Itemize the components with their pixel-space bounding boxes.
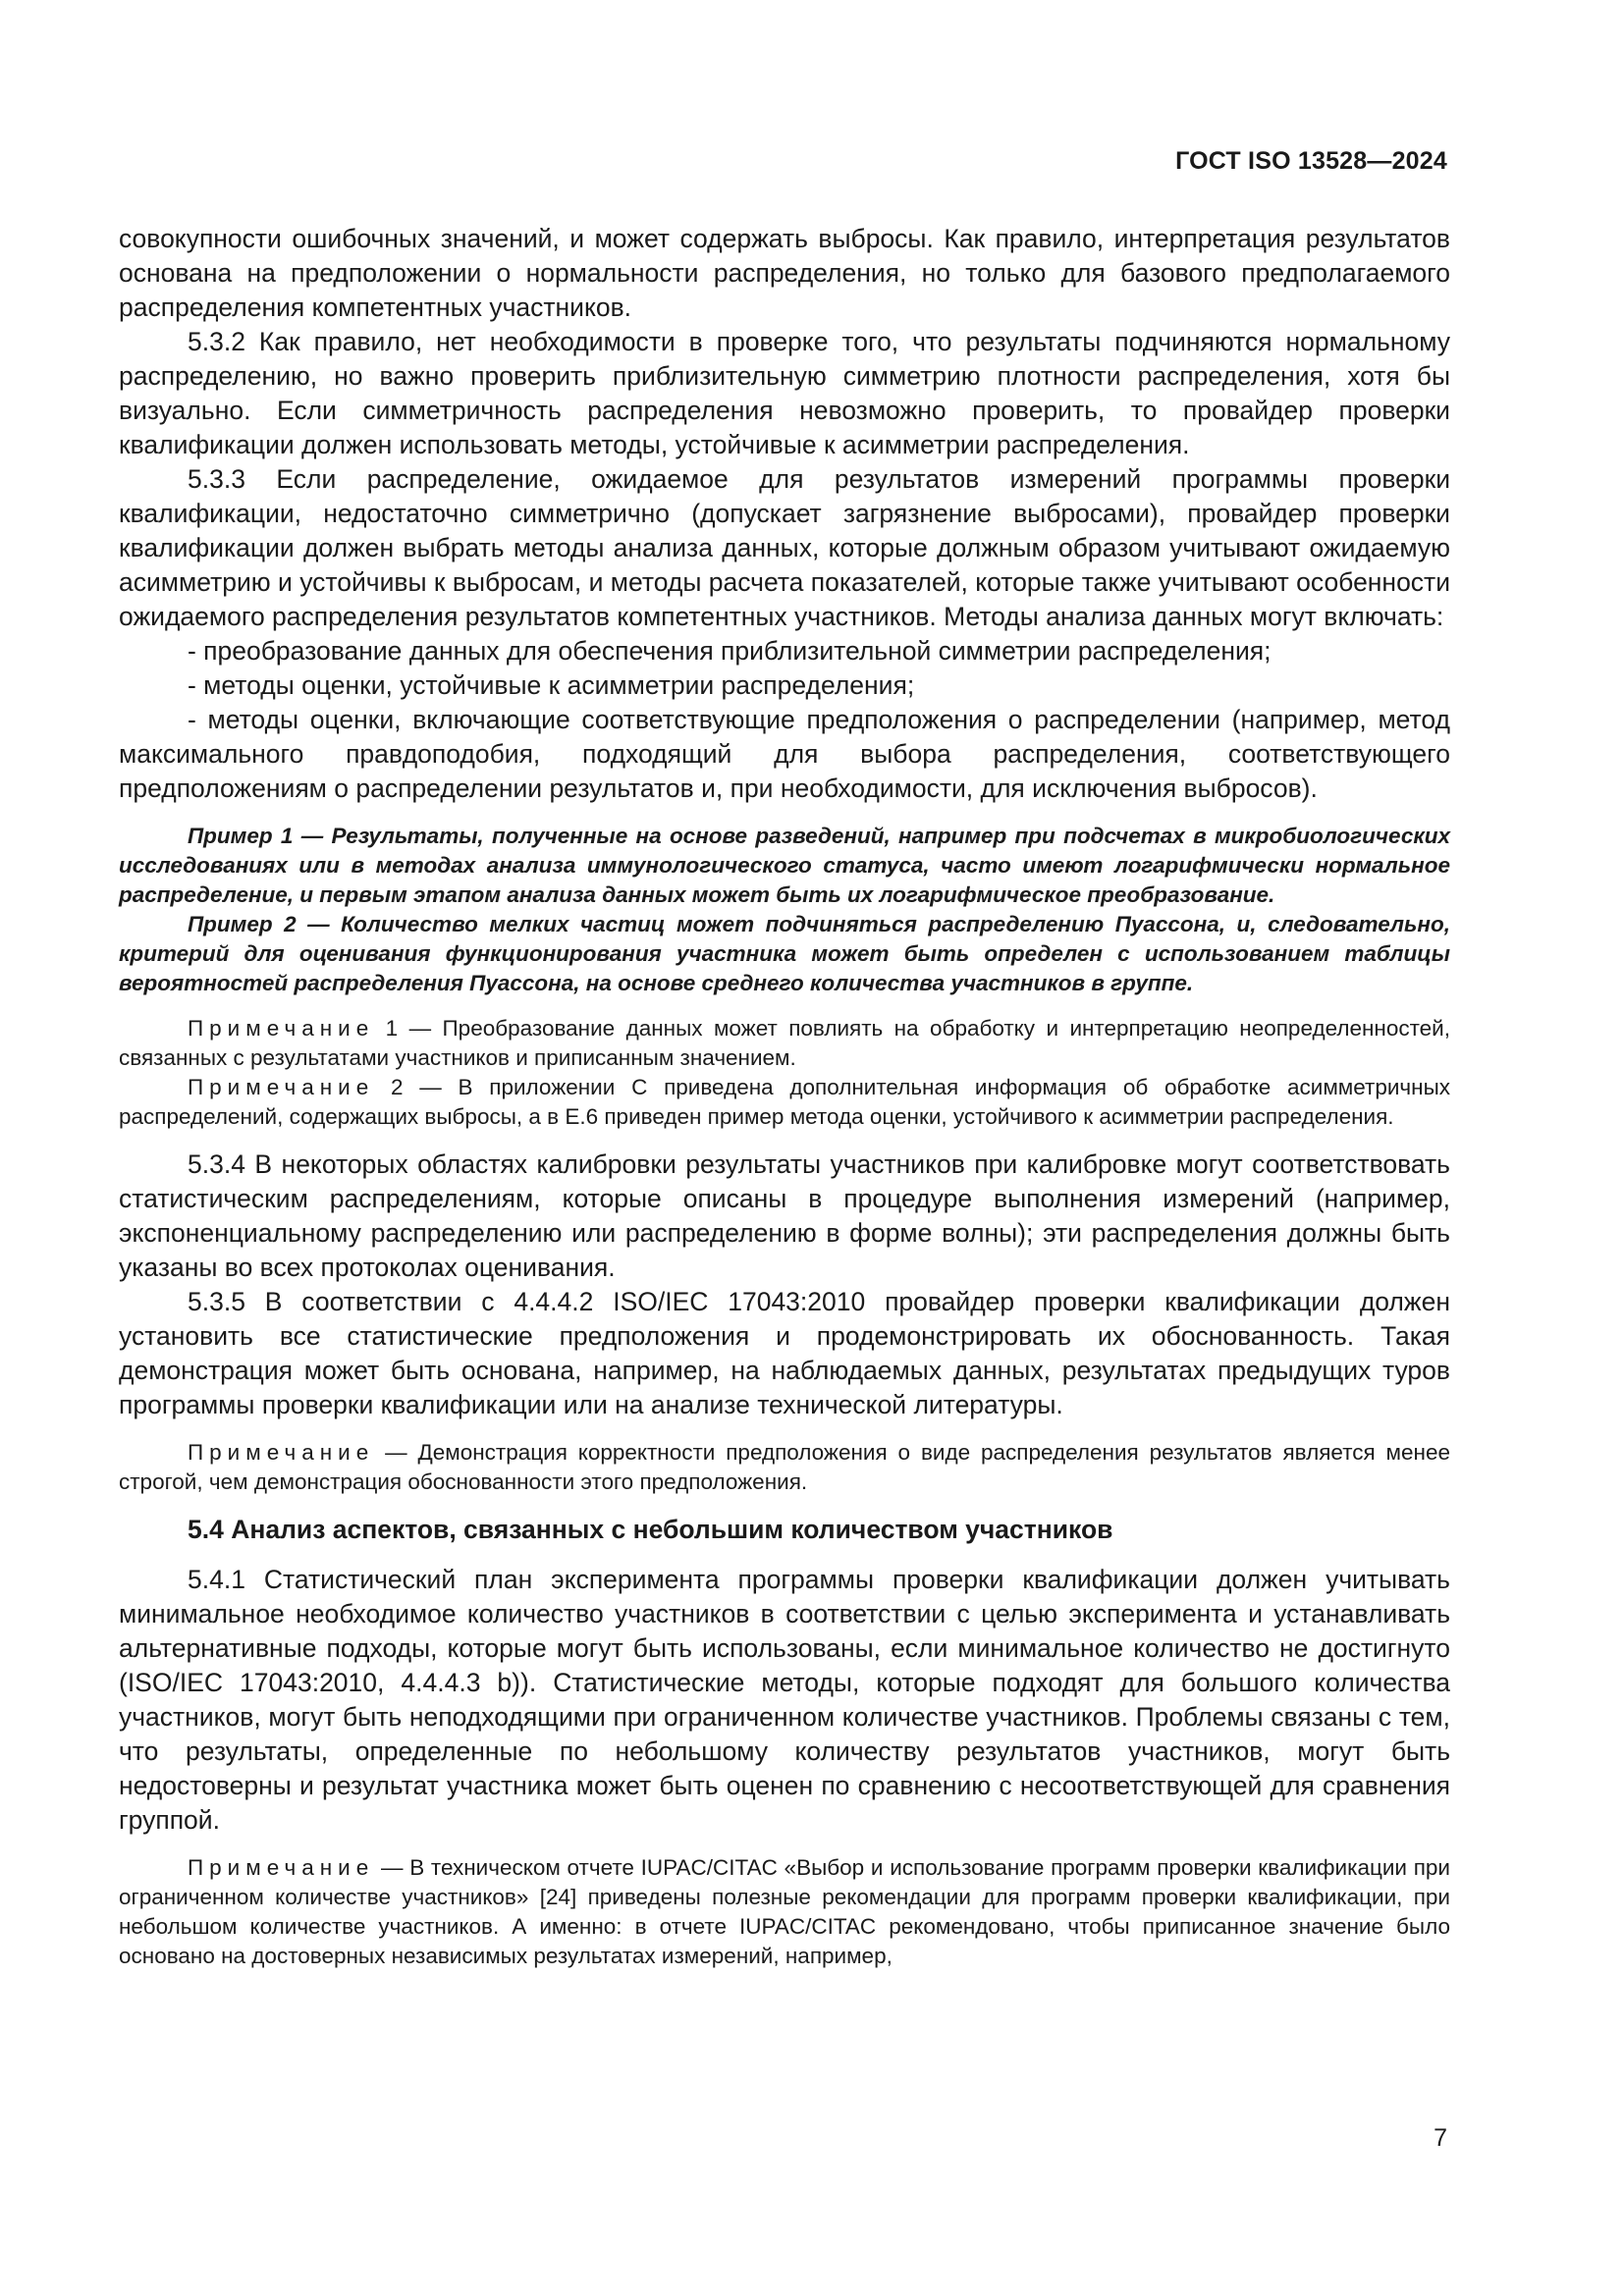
- paragraph-continuation: совокупности ошибочных значений, и может содержать выбросы. Как правило, интерпретация результатов основана на предположении о нормальности распределения, но только для базового предполагаемого распределения компетентных участников.: [119, 224, 1450, 322]
- note-3: [119, 1438, 1450, 1497]
- document-header: ГОСТ ISO 13528—2024: [1175, 147, 1447, 175]
- paragraph-5-3-2: 5.3.2 Как правило, нет необходимости в проверке того, что результаты подчиняются нормальному распределению, но важно проверить приблизительную симметрию плотности распределения, хотя бы визуально. Если симметричность распределения невозможно проверить, то провайдер проверки квалификации должен использовать методы, устойчивые к асимметрии распределения.: [119, 327, 1450, 459]
- paragraph-5-3-4: 5.3.4 В некоторых областях калибровки результаты участников при калибровке могут соответствовать статистическим распределениям, которые описаны в процедуре выполнения измерений (например, экспоненциальному распределению или распределению в форме волны); эти распределения должны быть указаны во всех протоколах оценивания.: [119, 1149, 1450, 1282]
- page-number: 7: [1434, 2124, 1447, 2152]
- example-1: Пример 1 — Результаты, полученные на основе разведений, например при подсчетах в микробиологических исследованиях или в методах анализа иммунологического статуса, часто имеют логарифмически нормальное распределение, и первым этапом анализа данных может быть их логарифмическое преобразование.: [119, 824, 1450, 907]
- note-text: 1 — Преобразование данных может повлиять на обработку и интерпретацию неопределенностей, связанных с результатами участников и приписанным значением.: [119, 1016, 1450, 1070]
- paragraph-5-3-3: 5.3.3 Если распределение, ожидаемое для результатов измерений программы проверки квалификации, недостаточно симметрично (допускает загрязнение выбросами), провайдер проверки квалификации должен выбрать методы анализа данных, которые должным образом учитывают ожидаемую асимметрию и устойчивы к выбросам, и методы расчета показателей, которые также учитывают особенности ожидаемого распределения результатов компетентных участников. Методы анализа данных могут включать:: [119, 464, 1450, 631]
- paragraph-5-3-5: 5.3.5 В соответствии с 4.4.4.2 ISO/IEC 17043:2010 провайдер проверки квалификации должен установить все статистические предположения и продемонстрировать их обоснованность. Такая демонстрация может быть основана, например, на наблюдаемых данных, результатах предыдущих туров программы проверки квалификации или на анализе технической литературы.: [119, 1287, 1450, 1419]
- paragraph-5-4-1: 5.4.1 Статистический план эксперимента программы проверки квалификации должен учитывать минимальное необходимое количество участников в соответствии с целью эксперимента и устанавливать альтернативные подходы, которые могут быть использованы, если минимальное количество не достигнуто (ISO/IEC 17043:2010, 4.4.4.3 b)). Статистические методы, которые подходят для большого количества участников, могут быть неподходящими при ограниченном количестве участников. Проблемы связаны с тем, что результаты, определенные по небольшому количеству результатов участников, могут быть недостоверны и результат участника может быть оценен по сравнению с несоответствующей для сравнения группой.: [119, 1565, 1450, 1835]
- example-2: Пример 2 — Количество мелких частиц может подчиняться распределению Пуассона, и, следовательно, критерий для оценивания функционирования участника может быть определен с использованием таблицы вероятностей распределения Пуассона, на основе среднего количества участников в группе.: [119, 912, 1450, 995]
- note-2: [119, 1073, 1450, 1132]
- note-label: Примечание: [188, 1075, 375, 1099]
- note-4: [119, 1853, 1450, 1971]
- list-item: - преобразование данных для обеспечения приблизительной симметрии распределения;: [188, 636, 1272, 666]
- list-item: - методы оценки, включающие соответствующие предположения о распределении (например, метод максимального правдоподобия, подходящий для выбора распределения, соответствующего предположениям о распределении результатов и, при необходимости, для исключения выбросов).: [119, 705, 1450, 803]
- note-text: 2 — В приложении С приведена дополнительная информация об обработке асимметричных распределений, содержащих выбросы, а в Е.6 приведен пример метода оценки, устойчивого к асимметрии распределения.: [119, 1075, 1450, 1129]
- note-text: — В техническом отчете IUPAC/CITAC «Выбор и использование программ проверки квалификации при ограниченном количестве участников» [24] приведены полезные рекомендации для программ проверки квалификации, при небольшом количестве участников. А именно: в отчете IUPAC/CITAC рекомендовано, чтобы приписанное значение было основано на достоверных независимых результатах измерений, например,: [119, 1855, 1450, 1968]
- list-item: - методы оценки, устойчивые к асимметрии распределения;: [188, 670, 915, 700]
- note-1: [119, 1014, 1450, 1073]
- note-text: — Демонстрация корректности предположения о виде распределения результатов является менее строгой, чем демонстрация обоснованности этого предположения.: [119, 1440, 1450, 1494]
- section-heading-5-4: 5.4 Анализ аспектов, связанных с небольшим количеством участников: [188, 1515, 1113, 1544]
- note-label: Примечание: [188, 1855, 375, 1880]
- note-label: Примечание: [188, 1016, 375, 1041]
- note-label: Примечание: [188, 1440, 375, 1465]
- page-content: [119, 222, 1450, 1971]
